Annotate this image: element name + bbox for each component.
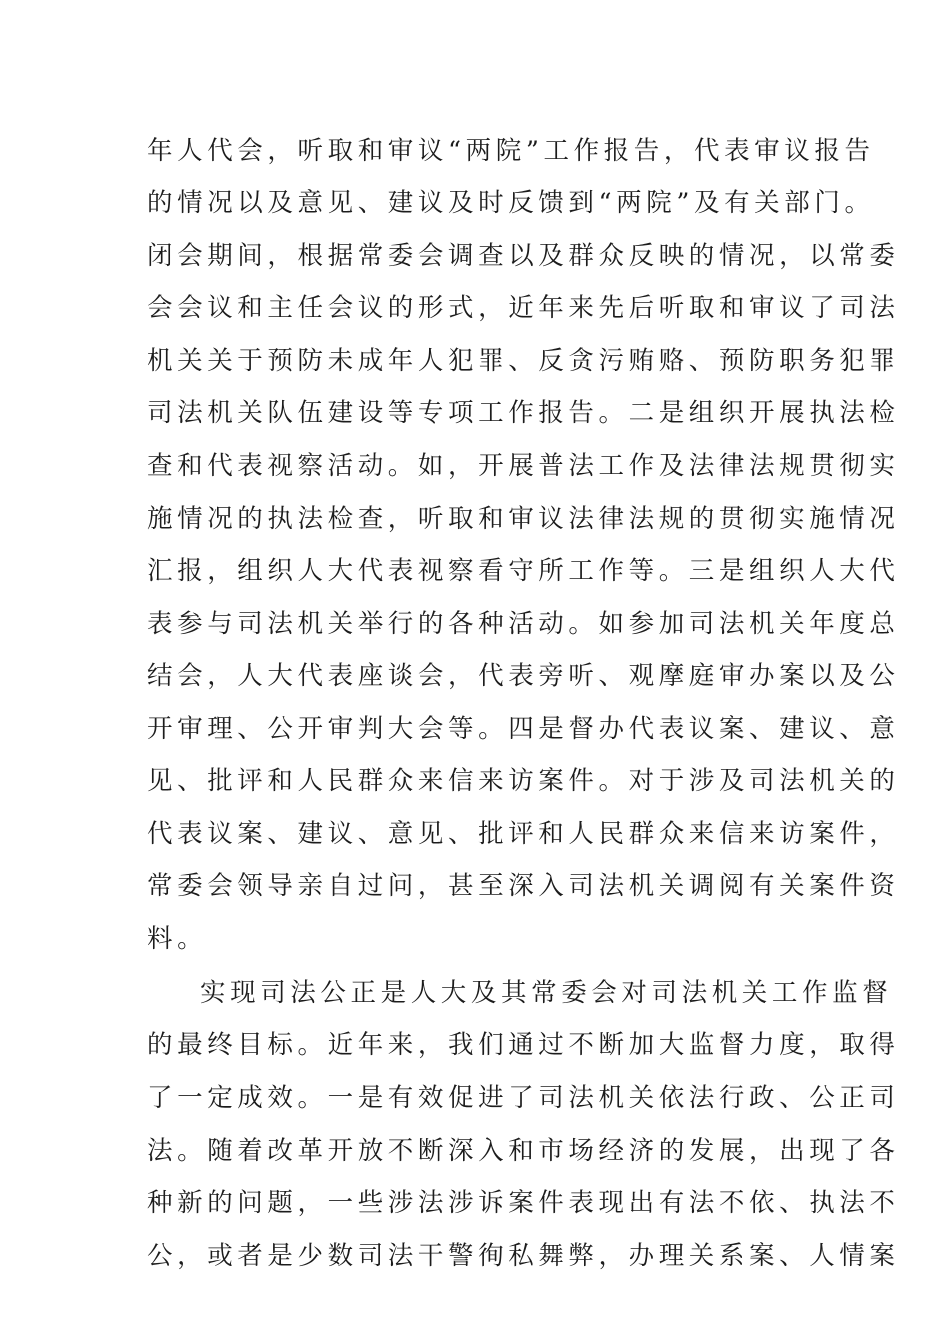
text-line: 施情况的执法检查，听取和审议法律法规的贯彻实施情况 [147, 504, 900, 534]
text-line: 见、批评和人民群众来信来访案件。对于涉及司法机关的 [147, 766, 900, 796]
text-line: 司法机关队伍建设等专项工作报告。二是组织开展执法检 [147, 398, 900, 428]
text-line: 汇报，组织人大代表视察看守所工作等。三是组织人大代 [147, 556, 900, 586]
text-line: 法。随着改革开放不断深入和市场经济的发展，出现了各 [147, 1136, 900, 1166]
text-line: 常委会领导亲自过问，甚至深入司法机关调阅有关案件资 [147, 871, 900, 901]
text-line: 代表议案、建议、意见、批评和人民群众来信来访案件， [147, 819, 900, 849]
text-line: 的情况以及意见、建议及时反馈到“两院”及有关部门。 [147, 188, 875, 218]
text-line: 表参与司法机关举行的各种活动。如参加司法机关年度总 [147, 609, 900, 639]
text-line: 结会，人大代表座谈会，代表旁听、观摩庭审办案以及公 [147, 661, 900, 691]
text-line: 公，或者是少数司法干警徇私舞弊，办理关系案、人情案 [147, 1241, 900, 1271]
text-line: 种新的问题，一些涉法涉诉案件表现出有法不依、执法不 [147, 1188, 900, 1218]
text-line: 查和代表视察活动。如，开展普法工作及法律法规贯彻实 [147, 451, 900, 481]
text-line: 机关关于预防未成年人犯罪、反贪污贿赂、预防职务犯罪 [147, 346, 900, 376]
text-line: 的最终目标。近年来，我们通过不断加大监督力度，取得 [147, 1030, 900, 1060]
text-line: 闭会期间，根据常委会调查以及群众反映的情况，以常委 [147, 241, 900, 271]
text-line: 会会议和主任会议的形式，近年来先后听取和审议了司法 [147, 293, 900, 323]
text-line: 了一定成效。一是有效促进了司法机关依法行政、公正司 [147, 1083, 900, 1113]
text-line: 料。 [147, 924, 208, 954]
text-line: 实现司法公正是人大及其常委会对司法机关工作监督 [200, 978, 893, 1008]
text-line: 年人代会，听取和审议“两院”工作报告，代表审议报告 [147, 136, 875, 166]
text-line: 开审理、公开审判大会等。四是督办代表议案、建议、意 [147, 714, 900, 744]
